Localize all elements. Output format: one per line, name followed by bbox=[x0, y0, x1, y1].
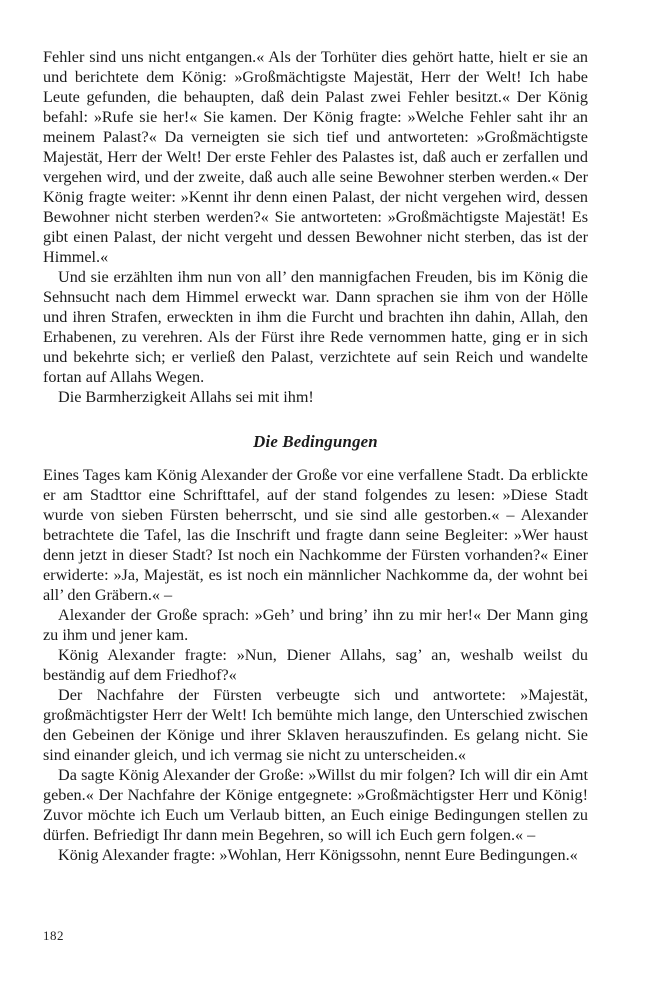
paragraph-story2-offer: Da sagte König Alexander der Große: »Willst du mir folgen? Ich will dir ein Amt geben.« Der Nachfahre der Könige entgegnete: »Großmächtigster Herr und König! Zuvor möchte ich Euch um Verlaub bitten, an Euch einige Bedingungen stellen zu dürfen. Befriedigt Ihr dann mein Begehren, so will ich Euch gern folgen.« – bbox=[43, 766, 588, 844]
paragraph-story1-continuation: Fehler sind uns nicht entgangen.« Als der Torhüter dies gehört hatte, hielt er sie an und berichtete dem König: »Großmächtigste Majestät, Herr der Welt! Ich habe Leute gefunden, die behaupten, daß dein Palast zwei Fehler besitzt.« Der König befahl: »Rufe sie her!« Sie kamen. Der König fragte: »Welche Fehler saht ihr an meinem Palast?« Da verneigten sie sich tief und antworteten: »Großmächtigste Majestät, Herr der Welt! Der erste Fehler des Palastes ist, daß auch er zerfallen und vergehen wird, und der zweite, daß auch alle seine Bewohner sterben werden.« Der König fragte weiter: »Kennt ihr denn einen Palast, der nicht vergehen wird, dessen Bewohner nicht sterben werden?« Sie antworteten: »Großmächtigste Majestät! Es gibt einen Palast, der nicht vergeht und dessen Bewohner nicht sterben, das ist der Himmel.« bbox=[43, 48, 588, 266]
paragraph-story1-closing: Die Barmherzigkeit Allahs sei mit ihm! bbox=[58, 388, 314, 406]
paragraph-story2-opening: Eines Tages kam König Alexander der Große vor eine verfallene Stadt. Da erblickte er am Stadttor eine Schrifttafel, auf der stand folgendes zu lesen: »Diese Stadt wurde von sieben Fürsten beherrscht, und sie sind alle gestorben.« – Alexander betrachtete die Tafel, las die Inschrift und fragte dann seine Begleiter: »Wer haust denn jetzt in dieser Stadt? Ist noch ein Nachkomme der Fürsten vorhanden?« Einer erwiderte: »Ja, Majestät, es ist noch ein männlicher Nachkomme da, der wohnt bei all’ den Gräbern.« – bbox=[43, 466, 588, 604]
page-number: 182 bbox=[43, 928, 64, 943]
paragraph-story2-question: König Alexander fragte: »Nun, Diener Allahs, sag’ an, weshalb weilst du beständig auf dem Friedhof?« bbox=[43, 646, 588, 684]
story-heading: Die Bedingungen bbox=[253, 432, 378, 451]
paragraph-story2-request: König Alexander fragte: »Wohlan, Herr Königssohn, nennt Eure Bedingungen.« bbox=[58, 846, 578, 864]
text-block bbox=[43, 47, 588, 865]
paragraph-story1-conversion: Und sie erzählten ihm nun von all’ den mannigfachen Freuden, bis im König die Sehnsucht nach dem Himmel erweckt war. Dann sprachen sie ihm von der Hölle und ihren Strafen, erweckten in ihm die Furcht und brachten ihn dahin, Allah, den Erhabenen, zu verehren. Als der Fürst ihre Rede vernommen hatte, ging er in sich und bekehrte sich; er verließ den Palast, verzichtete auf sein Reich und wandelte fortan auf Allahs Wegen. bbox=[43, 268, 588, 386]
paragraph-story2-answer: Der Nachfahre der Fürsten verbeugte sich und antwortete: »Majestät, großmächtigster Herr der Welt! Ich bemühte mich lange, den Unterschied zwischen den Gebeinen der Könige und ihrer Sklaven herauszufinden. Es gelang nicht. Sie sind einander gleich, und ich vermag sie nicht zu unterscheiden.« bbox=[43, 686, 588, 764]
paragraph-story2-summons: Alexander der Große sprach: »Geh’ und bring’ ihn zu mir her!« Der Mann ging zu ihm und jener kam. bbox=[43, 606, 588, 644]
